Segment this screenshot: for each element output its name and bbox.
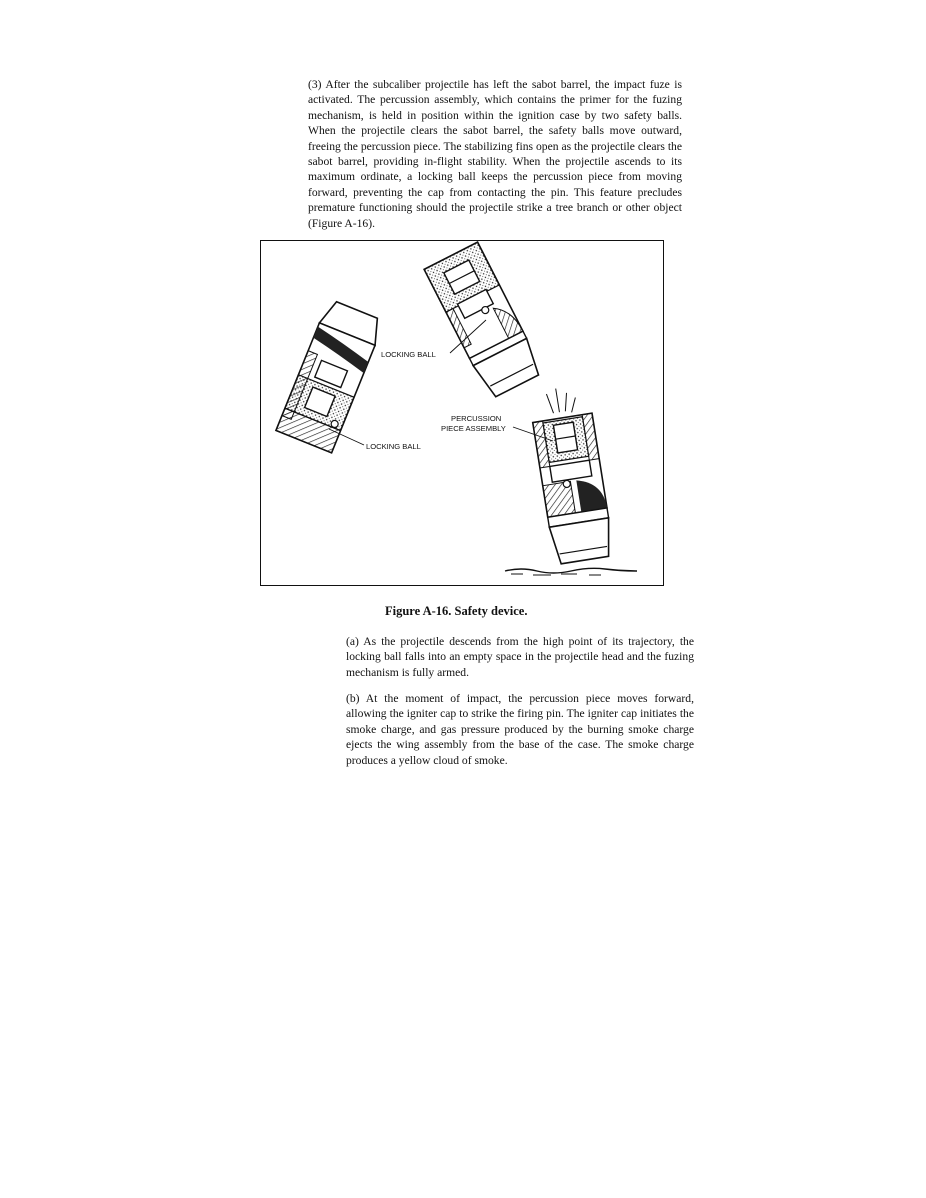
safety-device-illustration bbox=[261, 241, 663, 585]
projectile-right bbox=[528, 384, 614, 565]
ground-marks bbox=[511, 574, 601, 575]
ground-line bbox=[505, 568, 637, 573]
label-locking-ball-left: LOCKING BALL bbox=[366, 442, 421, 451]
figure-safety-device bbox=[260, 240, 664, 586]
paragraph-a: (a) As the projectile descends from the high point of its trajectory, the locking ball falls into an empty space in the projectile head and the fuzing mechanism is fully armed. bbox=[346, 635, 694, 679]
locking-ball-right bbox=[563, 480, 571, 488]
label-locking-ball-top: LOCKING BALL bbox=[381, 350, 436, 359]
label-percussion-line2: PIECE ASSEMBLY bbox=[441, 424, 506, 433]
projectile-top bbox=[424, 242, 544, 399]
paragraph-b: (b) At the moment of impact, the percussion piece moves forward, allowing the igniter cap to strike the firing pin. The igniter cap initiates the smoke charge, and gas pressure produced by the burning smoke charge ejects the wing assembly from the base of the case. The smoke charge produces a yellow cloud of smoke. bbox=[346, 692, 694, 767]
paragraph-3: (3) After the subcaliber projectile has left the sabot barrel, the impact fuze is activated. The percussion assembly, which contains the primer for the fuzing mechanism, is held in position within the ignition case by two safety balls. When the projectile clears the sabot barrel, the safety balls move outward, freeing the percussion piece. The stabilizing fins open as the projectile clears the sabot barrel, providing in-flight stability. When the projectile ascends to its maximum ordinate, a locking ball keeps the percussion piece from moving forward, preventing the cap from contacting the pin. This feature precludes premature functioning should the projectile strike a tree branch or other object (Figure A-16). bbox=[308, 78, 682, 230]
label-percussion-line1: PERCUSSION bbox=[451, 414, 502, 423]
figure-caption: Figure A-16. Safety device. bbox=[385, 604, 528, 618]
